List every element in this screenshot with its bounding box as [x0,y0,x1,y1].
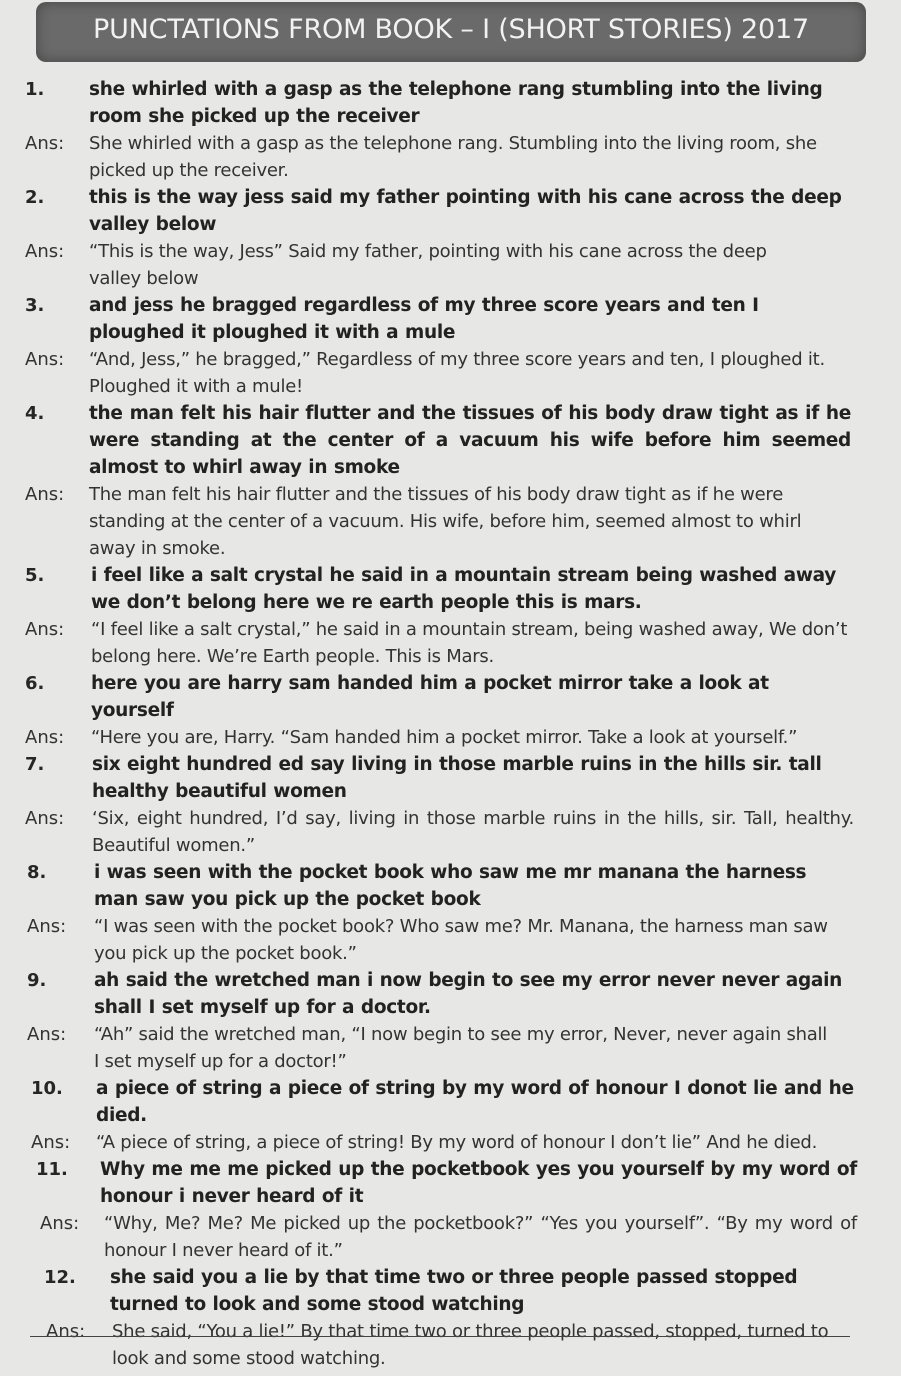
question-number: 8. [27,862,47,883]
question-number: 1. [25,79,45,100]
question-text: a piece of string a piece of string by my word of honour I donot lie and he died. [96,1078,854,1126]
answer-label: Ans: [31,1132,71,1153]
question-text: the man felt his hair flutter and the tissues of his body draw tight as if he were standing at the center of a vacuum his wife before him seemed almost to whirl away in smoke [89,403,851,478]
answer-text: ‘Six, eight hundred, I’d say, living in those marble ruins in the hills, sir. Tall, healthy. Beautiful women.” [92,808,854,856]
answer-row [25,616,901,670]
answer-row [27,913,901,967]
answer-row [25,130,901,184]
answer-text: She whirled with a gasp as the telephone rang. Stumbling into the living room, she picked up the receiver. [89,133,817,181]
answer-label: Ans: [25,808,65,829]
question-text: she said you a lie by that time two or three people passed stopped turned to look and some stood watching [110,1267,798,1315]
answer-label: Ans: [25,727,65,748]
question-number: 5. [25,565,45,586]
answer-row [25,724,901,751]
question-row [25,292,901,346]
answer-text: She said, “You a lie!” By that time two or three people passed, stopped, turned to look and some stood watching. [112,1321,829,1369]
question-text: here you are harry sam handed him a pocket mirror take a look at yourself [91,673,769,721]
answer-text: The man felt his hair flutter and the tissues of his body draw tight as if he were standing at the center of a vacuum. His wife, before him, seemed almost to whirl away in smoke. [89,484,802,559]
answer-label: Ans: [25,241,65,262]
question-row [25,400,901,481]
answer-label: Ans: [40,1213,80,1234]
question-number: 4. [25,403,45,424]
question-number: 6. [25,673,45,694]
question-number: 9. [27,970,47,991]
question-row [25,76,901,130]
answer-label: Ans: [27,1024,67,1045]
question-row [27,967,901,1021]
answer-row [25,481,901,562]
question-text: this is the way jess said my father pointing with his cane across the deep valley below [89,187,842,235]
answer-row [27,1021,901,1075]
answer-row [25,238,901,292]
question-number: 12. [44,1267,76,1288]
exercise-list [0,76,901,1372]
question-text: and jess he bragged regardless of my three score years and ten I ploughed it ploughed it with a mule [89,295,759,343]
answer-label: Ans: [25,349,65,370]
question-number: 7. [25,754,45,775]
question-number: 11. [36,1159,68,1180]
answer-label: Ans: [25,133,65,154]
question-row [31,1075,901,1129]
answer-text: “Ah” said the wretched man, “I now begin to see my error, Never, never again shall I set myself up for a doctor!” [94,1024,828,1072]
question-row [27,859,901,913]
question-row [25,670,901,724]
answer-label: Ans: [27,916,67,937]
question-text: ah said the wretched man i now begin to see my error never never again shall I set myself up for a doctor. [94,970,843,1018]
question-number: 10. [31,1078,63,1099]
answer-text: “I feel like a salt crystal,” he said in a mountain stream, being washed away, We don’t belong here. We’re Earth people. This is Mars. [91,619,848,667]
answer-text: “Why, Me? Me? Me picked up the pocketbook?” “Yes you yourself”. “By my word of honour I never heard of it.” [104,1213,857,1261]
question-text: i was seen with the pocket book who saw me mr manana the harness man saw you pick up the pocket book [94,862,807,910]
answer-label: Ans: [25,619,65,640]
answer-label: Ans: [25,484,65,505]
answer-row [25,346,901,400]
answer-row [40,1210,901,1264]
question-number: 2. [25,187,45,208]
answer-row [25,805,901,859]
question-text: she whirled with a gasp as the telephone rang stumbling into the living room she picked up the receiver [89,79,823,127]
question-text: Why me me me picked up the pocketbook yes you yourself by my word of honour i never heard of it [100,1159,857,1207]
answer-text: “Here you are, Harry. “Sam handed him a pocket mirror. Take a look at yourself.” [91,727,798,748]
answer-label: Ans: [46,1321,86,1342]
question-row [25,184,901,238]
question-text: six eight hundred ed say living in those marble ruins in the hills sir. tall healthy beautiful women [92,754,822,802]
question-row [44,1264,901,1318]
question-row [36,1156,901,1210]
answer-row [31,1129,901,1156]
question-number: 3. [25,295,45,316]
answer-text: “I was seen with the pocket book? Who saw me? Mr. Manana, the harness man saw you pick up the pocket book.” [94,916,828,964]
question-row [25,751,901,805]
question-row [25,562,901,616]
answer-row [46,1318,901,1372]
title-banner [36,2,866,62]
bottom-divider [30,1336,850,1337]
answer-text: “And, Jess,” he bragged,” Regardless of my three score years and ten, I ploughed it. Ploughed it with a mule! [89,349,825,397]
answer-text: “A piece of string, a piece of string! By my word of honour I don’t lie” And he died. [96,1132,818,1153]
page-title: PUNCTATIONS FROM BOOK – I (SHORT STORIES) 2017 [93,14,809,45]
question-text: i feel like a salt crystal he said in a mountain stream being washed away we don’t belong here we re earth people this is mars. [91,565,837,613]
answer-text: “This is the way, Jess” Said my father, pointing with his cane across the deep valley below [89,241,767,289]
